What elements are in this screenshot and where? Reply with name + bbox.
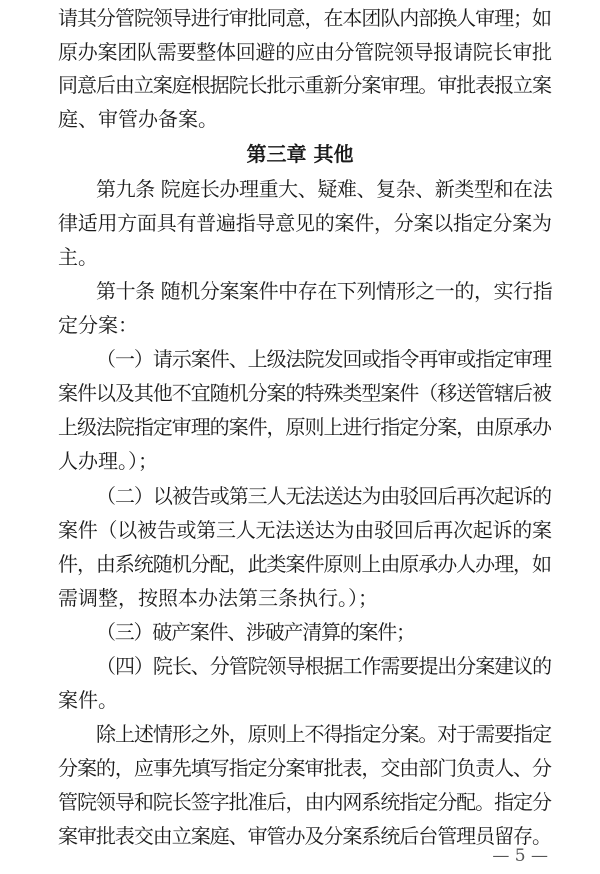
text-line-18: 需调整，按照本办法第三条执行。）；: [58, 586, 378, 610]
text-line-19: （三）破产案件、涉破产清算的案件；: [96, 620, 415, 644]
text-line-4: 庭、审管办备案。: [58, 107, 218, 131]
text-line-13: 上级法院指定审理的案件，原则上进行指定分案，由原承办: [58, 415, 551, 439]
text-line-8: 主。: [58, 245, 98, 269]
text-line-7: 律适用方面具有普遍指导意见的案件，分案以指定分案为: [58, 211, 552, 235]
text-line-22: 除上述情形之外，原则上不得指定分案。对于需要指定: [96, 722, 552, 746]
text-line-1: 请其分管院领导进行审批同意，在本团队内部换人审理；如: [58, 6, 551, 30]
text-line-10: 定分案：: [58, 313, 138, 337]
text-line-21: 案件。: [58, 688, 118, 712]
text-line-17: 件，由系统随机分配，此类案件原则上由原承办人办理，如: [58, 552, 551, 576]
text-line-15: （二）以被告或第三人无法送达为由驳回后再次起诉的: [96, 484, 552, 508]
text-line-9: 第十条 随机分案案件中存在下列情形之一的，实行指: [96, 279, 553, 303]
text-line-11: （一）请示案件、上级法院发回或指令再审或指定审理: [96, 347, 552, 371]
text-line-14: 人办理。）；: [58, 449, 158, 473]
text-line-20: （四）院长、分管院领导根据工作需要提出分案建议的: [96, 654, 552, 678]
text-line-24: 管院领导和院长签字批准后，由内网系统指定分配。指定分: [58, 790, 551, 814]
text-line-16: 案件（以被告或第三人无法送达为由驳回后再次起诉的案: [58, 518, 552, 542]
text-line-2: 原办案团队需要整体回避的应由分管院领导报请院长审批: [58, 40, 552, 64]
text-line-23: 分案的，应事先填写指定分案审批表，交由部门负责人、分: [58, 756, 551, 780]
text-line-3: 同意后由立案庭根据院长批示重新分案审理。审批表报立案: [58, 73, 551, 97]
chapter-heading: 第三章 其他: [246, 142, 354, 166]
text-line-6: 第九条 院庭长办理重大、疑难、复杂、新类型和在法: [96, 177, 553, 201]
page-number: — 5 —: [492, 846, 548, 866]
text-line-12: 案件以及其他不宜随机分案的特殊类型案件（移送管辖后被: [58, 381, 551, 405]
text-line-25: 案审批表交由立案庭、审管办及分案系统后台管理员留存。: [58, 824, 551, 848]
